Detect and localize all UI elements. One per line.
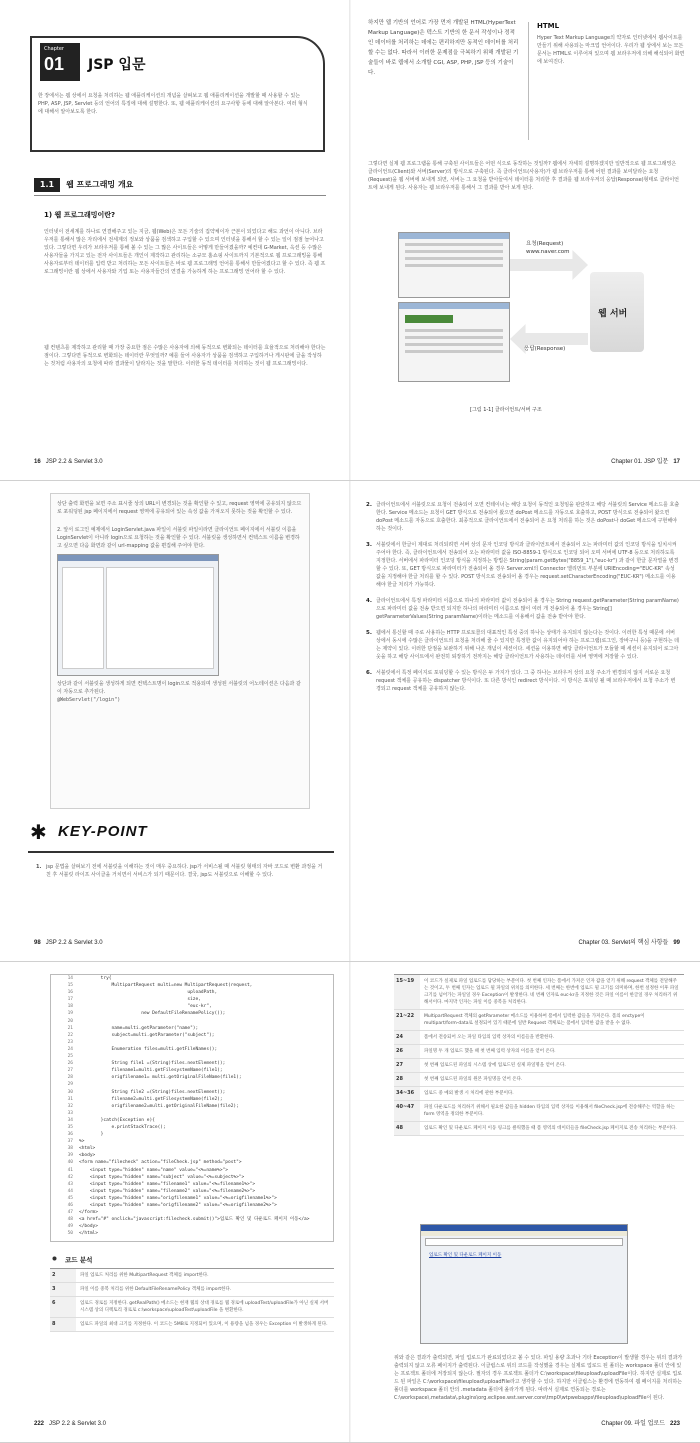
line-number: 22 — [67, 1032, 73, 1038]
line-code: subject=multi.getParameter("subject"); — [79, 1032, 215, 1038]
page-number: 98 — [34, 940, 41, 946]
line-code: <input type="hidden" name="origfilename1" value="<%=origfilename1%>"> — [79, 1195, 277, 1201]
figure-caption: [그림 1-1] 클라이언트/서버 구조 — [470, 407, 542, 413]
chapter-label: Chapter — [44, 46, 64, 52]
body-text: 웹 컨텐츠를 제작하고 관리할 때 가장 중요한 점은 수많은 사용자에 의해 동적으로 변화되는 데이터를 효율적으로 처리해야 한다는 점이다. 그렇다면 동적으로 변화되는 데이터란 무엇일까? 예를 들어 사용자가 상품을 검색하고 구입하거나 게시판에 글을 작성하는 것처럼 사용자의 요청에 따라 결과물이 달라지는 것을 말한다. 이러한 동적 데이터를 처리하는 것이 웹 프로그래밍이다. — [44, 345, 326, 367]
line-number: 35 — [67, 1124, 73, 1130]
footer-right — [578, 937, 680, 946]
ie-menubar — [421, 1231, 627, 1236]
code-line — [51, 1209, 333, 1216]
item-text: 클라이언트에서 특정 파라미터 이름으로 하나의 파라미터 값이 전송되어 올 경우는 String request.getParameter(String paramName)으로 파라미터 값을 전송 받으면 되지만 하나의 파라미터 이름으로 많이 여러 개 전송되어 올 경우는 String[] getParameterValues(String paramName)이라는 메소드를 이용해서 값을 전송 받아야 한다. — [376, 598, 679, 620]
line-explanation: 첫 번째 업로드된 파일의 시스템 상에 업로드된 실제 파일명을 얻어 온다. — [424, 1063, 566, 1068]
item-text: 클라이언트에서 서블릿으로 요청이 전송되어 오면 컨테이너는 해당 요청이 동적인 요청임을 판단하고 해당 서블릿의 Service 메소드를 호출한다. Service 메소드는 요청이 GET 방식으로 전송되어 왔으면 doPost 메소드를 자동으로 호출하고, POST 방식으로 전송되어 왔으면 doPost 메소드를 자동으로 호출한다. 최종적으로 클라이언트에서 전송되어 온 요청 처리를 하는 것은 doPost나 doGet 메소드에 구현해야 하는 것이다. — [376, 502, 680, 532]
line-code: new DefaultFileRenamePolicy()); — [79, 1011, 226, 1017]
item-text: jsp 문법을 살펴보기 전에 서블릿을 이해하는 것이 매우 중요하다. jsp가 서비스될 때 서블릿 형태의 자바 코드로 변환 과정을 거친 후 서블릿 라이프 사이클을 거치면서 서비스가 되기 때문이다. 결국, jsp도 서블릿으로 이해할 수 있다. — [46, 864, 323, 878]
code-line — [51, 1060, 333, 1067]
asterisk-icon: ✱ — [30, 820, 47, 844]
content-line — [405, 343, 503, 346]
chapter-number: 01 — [44, 54, 65, 74]
line-number: 20 — [67, 1018, 73, 1024]
line-code: filename1=multi.getFilesystemName(file1); — [79, 1068, 223, 1074]
line-number: 29 — [67, 1082, 73, 1088]
line-code: } — [79, 1132, 104, 1138]
content-line — [405, 329, 503, 332]
code-line — [51, 1152, 333, 1159]
code-line — [51, 1053, 333, 1060]
line-number: 49 — [67, 1224, 73, 1230]
code-line — [51, 1046, 333, 1053]
footer-left — [34, 940, 103, 946]
body-paragraph-right — [394, 1354, 684, 1402]
line-code: <input type="hidden" name="filename2" value="<%=filename2%>"> — [79, 1188, 256, 1194]
browser-screenshot-top — [398, 232, 510, 298]
line-explanation: 파일명 두 개 업로드 했을 때 첫 번째 입력 상자의 이름을 얻어 온다. — [424, 1049, 556, 1054]
spread-chapter-09 — [0, 962, 700, 1443]
code-line — [51, 1003, 333, 1010]
code-line — [51, 989, 333, 996]
section-number: 1.1 — [34, 178, 60, 192]
list-item — [366, 597, 680, 621]
code-analysis-title: 코드 분석 — [65, 1256, 93, 1264]
content-line — [405, 243, 503, 246]
line-explanation: 업로드 확인 및 다운로드 페이지 이동 링크를 클릭했을 때 폼 영역의 데이터들을 fileCheck.jsp 페이지로 전송 처리하는 부분이다. — [424, 1126, 677, 1131]
line-number: 37 — [67, 1139, 73, 1145]
browser-result-screenshot — [420, 1224, 628, 1344]
line-number: 16 — [67, 990, 73, 996]
content-line — [405, 336, 503, 339]
code-line — [51, 1223, 333, 1230]
line-code: <input type="hidden" name="origfilename2" value="<%=origfilename2%>"> — [79, 1203, 277, 1208]
code-line — [51, 1145, 333, 1152]
line-ref: 2 — [50, 1269, 76, 1282]
line-code: <form name="filecheck" action="fileCheck.jsp" method="post"> — [79, 1160, 242, 1166]
line-explanation: 폼에서 전송되어 오는 파일 타입의 입력 상자의 이름들을 반환한다. — [424, 1035, 555, 1040]
line-number: 39 — [67, 1153, 73, 1159]
footer-right — [611, 456, 680, 465]
line-code: String file2 =(String)files.nextElement(); — [79, 1089, 226, 1095]
body-text: 위와 같은 결과가 출력되면, 파일 업로드가 완료되었다고 볼 수 있다. 파일 용량 초과나 기타 Exception이 발생할 경우는 위의 결과가 출력되지 않고 오류 페이지가 출력된다. 이클립스로 위의 코드를 작성했을 경우는 실제로 업로드 된 폴더는 workspace 폴더 안에 있는 프로젝트 폴더에 저장되지 않는다. 필자의 경우 프로젝트 폴더가 C:\workspace\fileupload\uploadFile이다. 하지만 실제로 업로드 된 파일은 C:\workspace\fileupload\uploadFile라고 생각할 수 있다. 하지만 이클립스는 환경에 연동하여 웹 페이지를 처리하는 폴더를 workspace 폴더 안의 .metadata 폴더에 올라가게 된다. 따라서 실제로 연동되는 경로는 C:\workspace\.metadata\.plugins\org.eclipse.wst.server.core\tmp0\wtpwebapps\fileupload\uploadFile이 된다. — [394, 1355, 683, 1401]
code-line — [51, 1117, 333, 1124]
line-number: 21 — [67, 1025, 73, 1031]
body-text: 그렇다면 실제 웹 프로그램을 통해 구축된 사이트들은 어떤 식으로 동작하는 것일까? 웹에서 자세히 설명하겠지만 일반적으로 웹 프로그래밍은 클라이언트(Client)와 서버(Server)의 방식으로 구축된다. 즉 클라이언트(사용자)가 웹 브라우저를 통해 어떤 결과를 보여달라는 요청(Request)을 웹 서버에 보내게 되면, 서버는 그 요청을 받아들여서 데이터를 처리한 후 결과를 웹 브라우저의 응답(Response)형태로 클라이언트에 보내게 된다. 사용자는 웹 브라우저를 통해서 그 결과를 받아 보게 된다. — [368, 161, 679, 191]
code-analysis-table-left — [50, 1268, 334, 1332]
line-code: %> — [79, 1139, 85, 1145]
page-number: 16 — [34, 459, 41, 465]
intro-text: 하지만 웹 기반의 언어로 가장 먼저 개발된 HTML(HyperText Markup Language)은 텍스트 기반의 한 문서 작성이나 정적인 데이터를 처리하는 데에는 편리하지만 동적인 데이터를 처리할 수는 없다. 따라서 이러한 문제점을 극복하기 위해 개발된 기술들이 바로 웹에서 소개할 CGI, ASP, PHP, JSP 등의 기술이다. — [368, 20, 519, 76]
code-line — [51, 982, 333, 989]
line-code: }catch(Exception e){ — [79, 1117, 155, 1123]
line-code: MultipartRequest multi=new MultipartRequest(request, — [79, 983, 253, 989]
line-explanation: 업로드 중 예외 발생 시 처리에 관한 부분이다. — [424, 1091, 514, 1096]
line-number: 32 — [67, 1103, 73, 1109]
item-text: 웹에서 통신할 때 주로 사용하는 HTTP 프로토콜의 대표적인 특성 중의 하나는 상태가 유지되지 않는다는 것이다. 이러한 특성 때문에 서버 상에서 동시에 수많은 클라이언트의 요청을 처리해 줄 수 있지만 특정한 값이 유지되어야 하는 프로그램(로그인, 장바구니 등)을 구현하는 데는 제약이 있다. 이러한 단점을 보완하기 위해 나온 개념이 세션이다. 세션을 이용하면 해당 클라이언트가 모듈할 때 세션이 유지되어 로그아웃을 하고 해당 사이트에서 완전히 퇴장하기 전까지는 해당 클라이언트가 사용하는 데이터를 서버 영역에 저장할 수 있다. — [376, 630, 679, 660]
table-row — [50, 1283, 334, 1297]
line-number: 23 — [67, 1039, 73, 1045]
book-title: JSP 2.2 & Servlet 3.0 — [49, 1421, 106, 1427]
line-ref: 15~19 — [394, 975, 420, 1009]
table-row — [394, 1031, 684, 1045]
body-paragraph-right — [368, 160, 680, 192]
chapter-footer-title: Chapter 01. JSP 입문 — [611, 459, 669, 465]
code-line — [51, 1188, 333, 1195]
item-number: 6. — [366, 670, 372, 676]
line-number: 17 — [67, 997, 73, 1003]
line-explanation: 업로드 파일의 최대 크기를 지정한다. 이 코드는 5MB로 지정되어 있으며, 이 용량을 넘을 경우는 Exception 이 발생하게 된다. — [80, 1322, 328, 1327]
line-code: </form> — [79, 1210, 98, 1216]
book-title: JSP 2.2 & Servlet 3.0 — [45, 940, 103, 946]
line-number: 50 — [67, 1231, 73, 1237]
list-item — [366, 501, 680, 533]
page-17 — [350, 0, 700, 481]
code-line — [51, 1174, 333, 1181]
page-98 — [0, 481, 350, 962]
code-line — [51, 1138, 333, 1145]
browser-titlebar — [399, 233, 509, 239]
code-line — [51, 1039, 333, 1046]
code-line — [51, 1230, 333, 1237]
page-number: 222 — [34, 1421, 45, 1427]
project-pane — [62, 567, 104, 669]
body-text: 인터넷이 전세계를 하나로 연결해주고 있는 지금, 웹(Web)은 모든 기술의 집약체이자 근본이 되었다고 해도 과언이 아니다. 브라우저를 통해서 많은 자리에서 전세계의 정보와 상품을 검색하고 구입할 수 있으며 인터넷을 통해서 할 수 있는 일이 점점 늘어나고 있다. 그렇다면 우리가 브라우저를 통해 볼 수 있는 그 많은 사이트들은 어떻게 만들어졌을까? 예컨대 G-Market, 옥션 등 수많은 사용자들을 가지고 있는 전자 사이트들은 개인이 제작하고 관리하는 소규모 홈쇼핑 사이트까지 기본적으로 웹 프로그래밍을 통해 사용자로부터 데이터를 입력 받고 처리하는 모든 사이트들은 바로 웹 프로그래밍 언어를 통해서 만들어졌다고 할 수 있다. 즉 웹 프로그래밍이란 웹 상에서 사용자와 기업 또는 사용자들간의 연결을 가능하게 하는 프로그래밍 언어라 할 수 있다. — [44, 229, 326, 275]
line-explanation: 업로드 경로를 지정한다. getRealPath() 메소드는 현재 웹의 상대 경로를 웹 경로에 uploadTest/uploadFile가 아닌 실제 서버 시스템 상의 디렉토리 경로로 c:\workspace\uploadTest\uploadFile 을 변환한다. — [80, 1301, 329, 1313]
line-code: size, — [79, 997, 201, 1003]
code-listing — [50, 974, 334, 1242]
line-ref: 21~22 — [394, 1010, 420, 1030]
line-code: origfilename2=multi.getOriginalFileName(file2); — [79, 1103, 239, 1109]
page-number: 17 — [673, 459, 680, 465]
intro-paragraph — [368, 18, 520, 78]
code-line — [51, 1010, 333, 1017]
chapter-title: JSP 입문 — [88, 57, 146, 73]
line-ref: 8 — [50, 1318, 76, 1331]
line-ref: 48 — [394, 1122, 420, 1135]
key-point-underline — [28, 851, 334, 853]
line-number: 45 — [67, 1195, 73, 1201]
code-line — [51, 1067, 333, 1074]
code-line — [51, 1167, 333, 1174]
content-line — [405, 350, 503, 353]
line-number: 41 — [67, 1167, 73, 1173]
code-line — [51, 1159, 333, 1166]
download-page-link: 업로드 확인 및 다운로드 페이지 이동 — [429, 1253, 502, 1258]
line-ref: 26 — [394, 1045, 420, 1058]
line-explanation: MultipartRequest 객체의 getParameter 메소드를 이용하여 폼에서 입력한 값들을 가져온다. 폼의 enctype이 multipart/form-data로 설정되어 있기 때문에 일반 Request 객체로는 폼에서 입력한 값을 받을 수 없다. — [424, 1014, 645, 1026]
footer-left — [34, 459, 103, 465]
chapter-intro — [38, 92, 308, 116]
line-number: 43 — [67, 1181, 73, 1187]
page-number: 223 — [669, 1421, 680, 1427]
code-line — [51, 1025, 333, 1032]
line-ref: 24 — [394, 1031, 420, 1044]
code-line — [51, 1096, 333, 1103]
sidebar-text: Hyper Text Markup Language의 약자로 인터넷에서 웹사이트를 만들기 위해 사용되는 마크업 언어이다. 우리가 웹 상에서 보는 모든 문서는 HTML로 이루어져 있으며 웹 브라우저에 의해 해석되어 화면에 보여진다. — [537, 35, 685, 65]
page-number: 99 — [673, 940, 680, 946]
line-ref: 6 — [50, 1297, 76, 1317]
table-row — [394, 1073, 684, 1087]
browser-titlebar — [399, 303, 509, 309]
page-222 — [0, 962, 350, 1443]
line-code: <html> — [79, 1146, 96, 1152]
content-line — [405, 257, 503, 260]
line-number: 33 — [67, 1110, 73, 1116]
key-point-title: KEY-POINT — [58, 823, 148, 840]
item-text: 서블릿에서 한글이 제대로 처리되려면 서버 상의 문자 인코딩 방식과 클라이언트에서 전송되어 오는 파라미터 값의 인코딩 방식을 일치시켜 주어야 한다. 즉, 클라이언트에서 전송되어 오는 파라미터 값을 ISO-8859-1 방식으로 인코딩 되어 오며 서버에 UTF-8 등으로 처리하도록 지정한다. 서버에서 파라미터 인코딩 방식을 지정하는 방법은 String(param.getBytes("8859_1"),"euc-kr") 과 같이 한글 문자열을 변경할 수 있다. 또, GET 방식으로 파라미터가 전송되어 올 경우 Server.xml의 Connector 엘리먼트 부분에 URIEncoding="EUC-KR" 속성 값을 지정해야 한글 처리를 할 수 있다. POST 방식으로 전송되어 올 경우는 request.setCharacterEncoding("EUC-KR") 메소드를 이용해야 한글 처리가 가능하다. — [376, 542, 679, 588]
table-row — [394, 1010, 684, 1031]
line-code: <input type="hidden" name="name" value="<%=name%>"> — [79, 1167, 229, 1173]
line-number: 38 — [67, 1146, 73, 1152]
request-text: 요청(Request) — [526, 241, 564, 247]
line-explanation: 파일 이름 중복 처리를 위한 DefaultFileRenamePolicy 객체를 import한다. — [80, 1287, 232, 1292]
line-code: </body> — [79, 1224, 98, 1230]
line-number: 30 — [67, 1089, 73, 1095]
table-row — [394, 1087, 684, 1101]
chapter-footer-title: Chapter 03. Servlet의 핵심 사항들 — [578, 940, 669, 946]
line-code: </html> — [79, 1231, 98, 1237]
code-line — [51, 996, 333, 1003]
line-number: 46 — [67, 1203, 73, 1208]
code-line — [51, 975, 333, 982]
line-explanation: 첫 번째 업로드된 파일의 원본 파일명을 얻어 온다. — [424, 1077, 523, 1082]
code-line — [51, 1110, 333, 1117]
spread-chapter-01 — [0, 0, 700, 481]
table-row — [394, 1122, 684, 1136]
line-code: <input type="hidden" name="subject" value="<%=subject%>"> — [79, 1174, 245, 1180]
footer-left — [34, 1421, 106, 1427]
chapter-footer-title: Chapter 09. 파일 업로드 — [601, 1421, 665, 1427]
note-mid-text: 2. 앞서 로그인 예제에서 LoginServlet.java 파일이 서블릿 파일이라면 클라이언트 페이지에서 서블릿 이름을 LoginServlet이 아니라 login으로 요청하는 것을 확인할 수 있다. 서블릿을 생성하면서 컨텍스트 이름을 변경하고 싶으면 다음 화면과 같이 url-mapping 값을 편집해 주어야 한다. — [57, 527, 300, 549]
code-line — [51, 1103, 333, 1110]
content-line — [405, 250, 503, 253]
page-99 — [350, 481, 700, 962]
html-sidebar — [528, 22, 687, 140]
code-line — [51, 1081, 333, 1088]
content-line — [405, 264, 503, 267]
key-point-list — [366, 501, 680, 701]
line-number: 31 — [67, 1096, 73, 1102]
line-code: String file1 =(String)files.nextElement(); — [79, 1061, 226, 1067]
line-ref: 34~36 — [394, 1087, 420, 1100]
line-number: 19 — [67, 1011, 73, 1017]
code-line — [51, 1089, 333, 1096]
body-paragraph-1 — [44, 228, 326, 276]
line-number: 28 — [67, 1075, 73, 1081]
request-label — [526, 240, 569, 256]
analysis-icon — [50, 1254, 59, 1263]
code-line — [51, 1074, 333, 1081]
code-line — [51, 1124, 333, 1131]
line-number: 26 — [67, 1061, 73, 1067]
line-ref: 3 — [50, 1283, 76, 1296]
table-row — [394, 1059, 684, 1073]
table-row — [394, 1101, 684, 1122]
ie-address-bar — [425, 1238, 623, 1246]
naver-logo — [405, 315, 453, 323]
item-number: 3. — [366, 542, 372, 548]
dialog-titlebar — [58, 555, 218, 561]
line-number: 25 — [67, 1054, 73, 1060]
table-row — [50, 1318, 334, 1332]
list-item — [366, 629, 680, 661]
line-number: 27 — [67, 1068, 73, 1074]
line-number: 14 — [67, 976, 73, 981]
line-code: e.printStackTrace(); — [79, 1124, 166, 1130]
note-bottom-text: 상단과 같이 서블릿을 생성하게 되면 컨텍스트명이 login으로 적용되며 생성된 서블릿의 어노테이션은 다음과 같이 자동으로 추가된다. — [57, 681, 301, 695]
line-code: <input type="hidden" name="filename1" value="<%=filename1%>"> — [79, 1181, 256, 1187]
code-line — [51, 1216, 333, 1223]
code-analysis-heading — [50, 1254, 92, 1264]
section-title: 웹 프로그래밍 개요 — [66, 180, 134, 189]
line-code: "euc-kr", — [79, 1004, 212, 1010]
section-divider — [34, 195, 326, 196]
line-number: 47 — [67, 1210, 73, 1216]
code-line — [51, 1032, 333, 1039]
item-number: 1. — [36, 864, 42, 870]
chapter-intro-text: 한 장에서는 웹 상에서 요청을 처리하는 웹 애플리케이션의 개념을 살펴보고 웹 애플리케이션을 개발할 때 사용할 수 있는 PHP, ASP, JSP, Servlet 등의 언어의 특징에 대해 설명한다. 또, 웹 애플리케이션의 요구사항 등에 대해 알아본다. 여러 형식에 대해서 알아보도록 한다. — [38, 93, 308, 115]
line-number: 44 — [67, 1188, 73, 1194]
line-code: try{ — [79, 976, 112, 981]
table-row — [50, 1269, 334, 1283]
note-code: @WebServlet("/login") — [57, 697, 121, 703]
item-number: 5. — [366, 630, 372, 636]
page-16 — [0, 0, 350, 481]
code-line — [51, 1131, 333, 1138]
footer-right — [601, 1418, 680, 1427]
request-url: www.naver.com — [526, 249, 570, 255]
body-paragraph-2 — [44, 344, 326, 368]
item-text: 서블릿에서 특정 페이지로 포워딩할 수 있는 방식은 두 가지가 있다. 그 중 하나는 브라우저 상의 요청 주소가 변경되지 않지 서로운 요청 request 객체를 공유하는 dispatcher 방식이다. 또 다른 방식인 redirect 방식이다. 이 방식은 포워딩 될 때 브라우저에서 요청 주소가 변경되고 request 객체를 공유하지 않는다. — [376, 670, 676, 692]
line-explanation: 파일 다운로드를 처리하기 위해서 필요한 값들을 hidden 타입의 입력 상자를 이용해서 fileCheck.jsp에 전송해주는 역할을 하는 form 영역을 정의한 부분이다. — [424, 1105, 675, 1117]
code-line — [51, 1195, 333, 1202]
subsection-title: 1) 웹 프로그래밍이란? — [44, 211, 116, 219]
response-label: 응답(Response) — [524, 346, 566, 352]
line-code: <body> — [79, 1153, 96, 1159]
book-title: JSP 2.2 & Servlet 3.0 — [45, 459, 103, 465]
line-explanation: 이 코드가 실제로 파일 업로드를 담당하는 부분이다. 첫 번째 인자는 폼에서 가져온 인자 값을 얻기 위해 request 객체를 전달해주는 것이고, 두 번째 인자는 업로드 될 파일의 위치를 의미한다. 세 번째는 한번에 업로드 될 크기를 의미하며, 한번 설정한 이후 파일 크기를 넘어가는 파일일 경우 Exception이 발생한다. 네 번째 인자로 euc-kr을 지정한 것은 파일 이름이 한글일 경우 처리하기 위해서이다. 마지막 인자는 파일 이름 중복을 처리한다. — [424, 979, 679, 1005]
line-number: 36 — [67, 1132, 73, 1138]
line-code: uploadPath, — [79, 990, 218, 996]
list-item — [366, 541, 680, 589]
line-number: 15 — [67, 983, 73, 989]
line-code: <a href="#" onclick="javascript:filecheck.submit()">업로드 확인 및 다운로드 페이지 이동</a> — [79, 1217, 310, 1223]
note-top-text: 상단 출력 화면을 보면 주소 표시줄 상의 URL이 변경되는 것을 확인할 수 있고, request 영역에 공유되지 않으므로 포워딩된 jsp 페이지에서 request 영역에 공유되어 있는 속성 값을 가져오지 못하는 것을 확인할 수 있다. — [57, 501, 302, 515]
line-code: filename2=multi.getFilesystemName(file2); — [79, 1096, 223, 1102]
note-box — [50, 493, 310, 809]
sidebar-title: HTML — [537, 22, 560, 30]
line-explanation: 파일 업로드 처리를 위한 MultipartRequest 객체를 import한다. — [80, 1273, 209, 1278]
line-number: 40 — [67, 1160, 73, 1166]
table-row — [50, 1297, 334, 1318]
code-line — [51, 1181, 333, 1188]
line-ref: 27 — [394, 1059, 420, 1072]
page-223 — [350, 962, 700, 1443]
line-ref: 28 — [394, 1073, 420, 1086]
client-server-figure — [398, 232, 638, 386]
item-number: 2. — [366, 502, 372, 508]
table-row — [394, 1045, 684, 1059]
web-server-label: 웹 서버 — [598, 309, 628, 319]
line-code: name=multi.getParameter("name"); — [79, 1025, 199, 1031]
table-row — [394, 975, 684, 1010]
editor-pane — [106, 567, 214, 669]
line-code: origfilename1= multi.getOriginalFileName(file1); — [79, 1075, 242, 1081]
list-item — [366, 669, 680, 693]
code-line — [51, 1018, 333, 1025]
line-number: 18 — [67, 1004, 73, 1010]
line-number: 48 — [67, 1217, 73, 1223]
line-code: Enumeration files=multi.getFileNames(); — [79, 1046, 218, 1052]
line-number: 42 — [67, 1174, 73, 1180]
key-point-item — [36, 863, 326, 879]
eclipse-screenshot — [57, 554, 219, 676]
code-analysis-table-right — [394, 974, 684, 1136]
line-number: 24 — [67, 1046, 73, 1052]
spread-chapter-03 — [0, 481, 700, 962]
line-ref: 40~47 — [394, 1101, 420, 1121]
line-number: 34 — [67, 1117, 73, 1123]
browser-screenshot-bottom — [398, 302, 510, 382]
code-line — [51, 1202, 333, 1209]
item-number: 4. — [366, 598, 372, 604]
